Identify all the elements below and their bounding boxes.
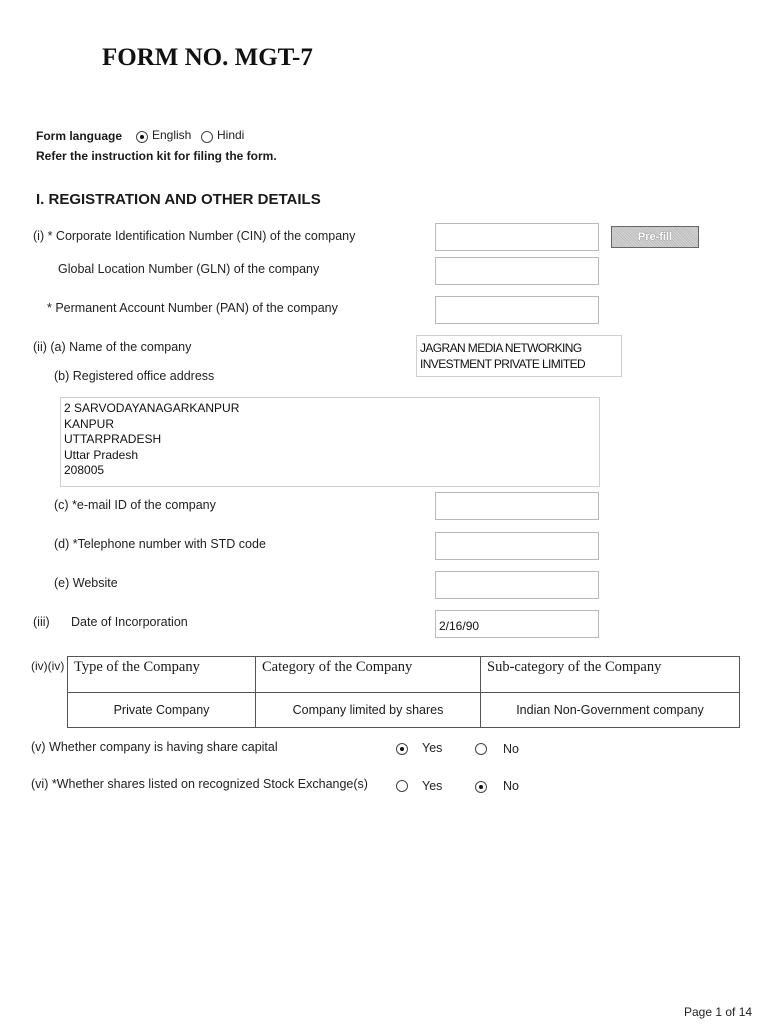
category-header: Category of the Company [256,657,481,693]
cin-input[interactable] [435,223,599,251]
share-capital-no-radio[interactable] [475,743,487,755]
cin-label: (i) * Corporate Identification Number (CIN) of the company [33,229,356,243]
share-capital-yes-radio[interactable] [396,743,408,755]
category-value: Company limited by shares [256,693,481,728]
section-heading: I. REGISTRATION AND OTHER DETAILS [36,191,321,208]
language-hindi-radio[interactable] [201,131,213,143]
subcategory-value: Indian Non-Government company [481,693,740,728]
share-capital-yes-label: Yes [422,741,443,755]
doi-label: Date of Incorporation [71,615,188,629]
company-name-field[interactable]: JAGRAN MEDIA NETWORKING INVESTMENT PRIVATE LIMITED [416,335,622,377]
company-name-label: (ii) (a) Name of the company [33,340,192,354]
listed-yes-radio[interactable] [396,780,408,792]
language-hindi-label: Hindi [217,128,245,142]
language-english-label: English [152,128,192,142]
email-label: (c) *e-mail ID of the company [54,498,216,512]
form-title: FORM NO. MGT-7 [102,44,313,71]
doi-prefix: (iii) [33,615,50,629]
type-value: Private Company [68,693,256,728]
address-field[interactable]: 2 SARVODAYANAGARKANPUR KANPUR UTTARPRADESH Uttar Pradesh 208005 [60,397,600,487]
subcategory-header: Sub-category of the Company [481,657,740,693]
listed-yes-label: Yes [422,779,443,793]
share-capital-label: (v) Whether company is having share capital [31,740,278,754]
company-type-table [67,656,740,728]
doi-field[interactable]: 2/16/90 [435,610,599,638]
gln-label: Global Location Number (GLN) of the company [58,262,320,276]
phone-label: (d) *Telephone number with STD code [54,537,266,551]
listed-no-label: No [503,779,519,793]
website-input[interactable] [435,571,599,599]
listed-label: (vi) *Whether shares listed on recognized Stock Exchange(s) [31,777,368,791]
language-english-radio[interactable] [136,131,148,143]
email-input[interactable] [435,492,599,520]
phone-input[interactable] [435,532,599,560]
pan-label: * Permanent Account Number (PAN) of the company [47,301,338,315]
gln-input[interactable] [435,257,599,285]
pan-input[interactable] [435,296,599,324]
form-language-label: Form language [36,129,123,143]
type-header: Type of the Company [68,657,256,693]
prefill-button[interactable]: Pre-fill [611,226,699,248]
address-label: (b) Registered office address [54,369,215,383]
listed-no-radio[interactable] [475,781,487,793]
type-prefix: (iv)(iv) [31,659,65,673]
page-number: Page 1 of 14 [684,1005,753,1019]
website-label: (e) Website [54,576,118,590]
share-capital-no-label: No [503,742,519,756]
instruction-text: Refer the instruction kit for filing the form. [36,149,277,163]
